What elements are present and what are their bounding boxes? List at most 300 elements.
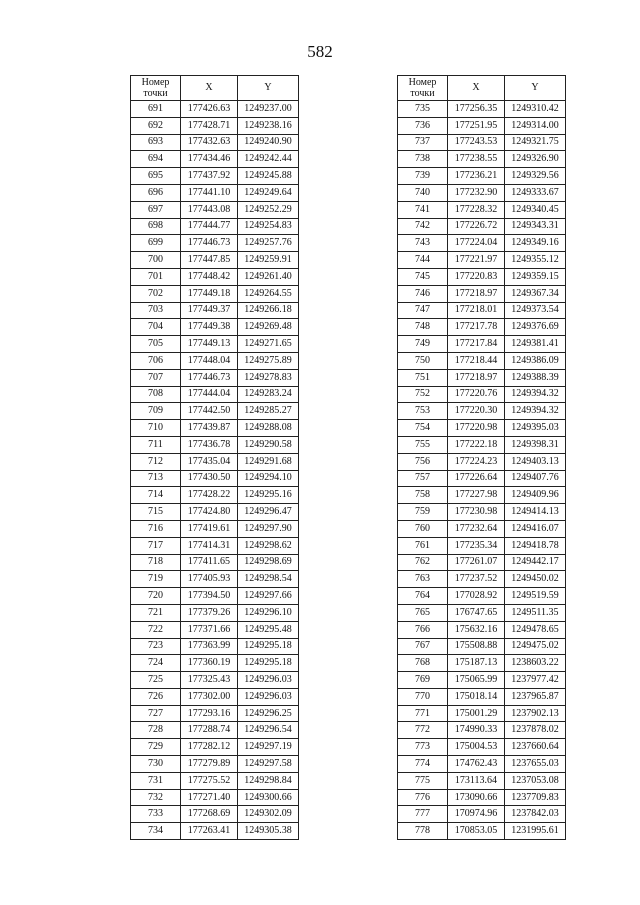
- point-number-cell: 753: [398, 403, 448, 420]
- x-coordinate-cell: 177443.08: [181, 201, 238, 218]
- table-row: [398, 302, 566, 319]
- table-row: [131, 403, 299, 420]
- point-number-cell: 765: [398, 604, 448, 621]
- point-number-cell: 750: [398, 352, 448, 369]
- x-coordinate-cell: 177449.38: [181, 319, 238, 336]
- point-number-cell: 736: [398, 117, 448, 134]
- table-row: [131, 487, 299, 504]
- point-number-cell: 741: [398, 201, 448, 218]
- table-row: [398, 168, 566, 185]
- x-coordinate-cell: 177237.52: [448, 571, 505, 588]
- x-coordinate-cell: 177243.53: [448, 134, 505, 151]
- y-coordinate-cell: 1249310.42: [505, 101, 566, 118]
- y-coordinate-cell: 1249295.18: [238, 655, 299, 672]
- x-coordinate-cell: 177217.78: [448, 319, 505, 336]
- table-row: [398, 789, 566, 806]
- table-row: [131, 470, 299, 487]
- y-coordinate-cell: 1249298.69: [238, 554, 299, 571]
- x-coordinate-cell: 177218.01: [448, 302, 505, 319]
- x-coordinate-cell: 177220.76: [448, 386, 505, 403]
- point-number-cell: 698: [131, 218, 181, 235]
- table-row: [131, 386, 299, 403]
- point-number-cell: 693: [131, 134, 181, 151]
- y-coordinate-cell: 1249297.66: [238, 588, 299, 605]
- point-number-cell: 755: [398, 436, 448, 453]
- y-coordinate-cell: 1249333.67: [505, 184, 566, 201]
- point-number-cell: 734: [131, 823, 181, 840]
- table-row: [398, 772, 566, 789]
- table-row: [131, 655, 299, 672]
- y-coordinate-cell: 1249297.58: [238, 756, 299, 773]
- point-number-cell: 778: [398, 823, 448, 840]
- point-number-cell: 694: [131, 151, 181, 168]
- point-number-cell: 766: [398, 621, 448, 638]
- y-coordinate-cell: 1249296.25: [238, 705, 299, 722]
- x-coordinate-cell: 177261.07: [448, 554, 505, 571]
- x-coordinate-cell: 177441.10: [181, 184, 238, 201]
- x-coordinate-cell: 177394.50: [181, 588, 238, 605]
- table-row: [398, 218, 566, 235]
- y-coordinate-cell: 1237902.13: [505, 705, 566, 722]
- y-coordinate-cell: 1249261.40: [238, 268, 299, 285]
- table-row: [131, 621, 299, 638]
- point-number-cell: 731: [131, 772, 181, 789]
- point-number-cell: 695: [131, 168, 181, 185]
- y-coordinate-cell: 1237053.08: [505, 772, 566, 789]
- x-coordinate-cell: 177256.35: [448, 101, 505, 118]
- table-row: [398, 638, 566, 655]
- point-number-cell: 705: [131, 336, 181, 353]
- x-coordinate-cell: 177448.04: [181, 352, 238, 369]
- table-row: [398, 235, 566, 252]
- y-coordinate-cell: 1249329.56: [505, 168, 566, 185]
- x-coordinate-cell: 177448.42: [181, 268, 238, 285]
- x-coordinate-cell: 177360.19: [181, 655, 238, 672]
- point-number-cell: 719: [131, 571, 181, 588]
- x-coordinate-cell: 177236.21: [448, 168, 505, 185]
- point-number-cell: 746: [398, 285, 448, 302]
- table-row: [398, 504, 566, 521]
- x-coordinate-cell: 177363.99: [181, 638, 238, 655]
- table-row: [398, 151, 566, 168]
- y-coordinate-cell: 1249238.16: [238, 117, 299, 134]
- table-row: [398, 436, 566, 453]
- x-coordinate-cell: 177218.44: [448, 352, 505, 369]
- table-row: [398, 588, 566, 605]
- table-row: [131, 739, 299, 756]
- y-coordinate-cell: 1249295.18: [238, 638, 299, 655]
- table-row: [398, 268, 566, 285]
- y-coordinate-cell: 1249278.83: [238, 369, 299, 386]
- x-coordinate-cell: 177268.69: [181, 806, 238, 823]
- y-coordinate-cell: 1249395.03: [505, 420, 566, 437]
- y-coordinate-cell: 1249285.27: [238, 403, 299, 420]
- x-coordinate-cell: 177222.18: [448, 436, 505, 453]
- y-coordinate-cell: 1249297.90: [238, 520, 299, 537]
- y-coordinate-cell: 1249519.59: [505, 588, 566, 605]
- point-number-cell: 742: [398, 218, 448, 235]
- table-row: [398, 453, 566, 470]
- y-coordinate-cell: 1249340.45: [505, 201, 566, 218]
- table-row: [398, 420, 566, 437]
- point-number-cell: 691: [131, 101, 181, 118]
- x-coordinate-cell: 173113.64: [448, 772, 505, 789]
- table-row: [398, 756, 566, 773]
- table-row: [131, 252, 299, 269]
- table-row: [398, 487, 566, 504]
- table-row: [131, 319, 299, 336]
- y-coordinate-cell: 1249249.64: [238, 184, 299, 201]
- x-coordinate-cell: 177434.46: [181, 151, 238, 168]
- x-coordinate-cell: 170974.96: [448, 806, 505, 823]
- table-row: [398, 604, 566, 621]
- y-coordinate-cell: 1249394.32: [505, 386, 566, 403]
- point-number-cell: 772: [398, 722, 448, 739]
- x-coordinate-cell: 177430.50: [181, 470, 238, 487]
- table-row: [131, 336, 299, 353]
- table-row: [131, 218, 299, 235]
- point-number-cell: 714: [131, 487, 181, 504]
- x-coordinate-cell: 177221.97: [448, 252, 505, 269]
- table-row: [131, 806, 299, 823]
- table-row: [131, 772, 299, 789]
- point-number-cell: 747: [398, 302, 448, 319]
- point-number-cell: 756: [398, 453, 448, 470]
- x-coordinate-cell: 177263.41: [181, 823, 238, 840]
- table-row: [398, 705, 566, 722]
- point-number-cell: 730: [131, 756, 181, 773]
- x-coordinate-cell: 177226.72: [448, 218, 505, 235]
- x-coordinate-cell: 174762.43: [448, 756, 505, 773]
- point-number-cell: 725: [131, 672, 181, 689]
- table-row: [398, 285, 566, 302]
- x-coordinate-cell: 175187.13: [448, 655, 505, 672]
- y-coordinate-cell: 1249240.90: [238, 134, 299, 151]
- point-number-cell: 707: [131, 369, 181, 386]
- y-coordinate-cell: 1249269.48: [238, 319, 299, 336]
- table-row: [398, 823, 566, 840]
- x-coordinate-cell: 177282.12: [181, 739, 238, 756]
- point-number-cell: 711: [131, 436, 181, 453]
- header-line-2: точки: [143, 88, 168, 99]
- point-number-cell: 758: [398, 487, 448, 504]
- point-number-cell: 717: [131, 537, 181, 554]
- y-coordinate-cell: 1249266.18: [238, 302, 299, 319]
- y-coordinate-cell: 1249398.31: [505, 436, 566, 453]
- x-coordinate-cell: 177226.64: [448, 470, 505, 487]
- y-coordinate-cell: 1237655.03: [505, 756, 566, 773]
- table-row: [398, 520, 566, 537]
- point-number-cell: 706: [131, 352, 181, 369]
- y-coordinate-cell: 1249295.48: [238, 621, 299, 638]
- table-row: [131, 369, 299, 386]
- page-number: 582: [307, 42, 333, 61]
- point-number-cell: 710: [131, 420, 181, 437]
- table-row: [131, 722, 299, 739]
- y-coordinate-cell: 1249349.16: [505, 235, 566, 252]
- x-coordinate-cell: 177419.61: [181, 520, 238, 537]
- y-coordinate-cell: 1249298.62: [238, 537, 299, 554]
- table-row: [398, 319, 566, 336]
- x-coordinate-cell: 177371.66: [181, 621, 238, 638]
- y-coordinate-cell: 1249264.55: [238, 285, 299, 302]
- column-header-x: X: [181, 76, 238, 101]
- table-row: [131, 688, 299, 705]
- table-row: [131, 168, 299, 185]
- y-coordinate-cell: 1249257.76: [238, 235, 299, 252]
- x-coordinate-cell: 177232.90: [448, 184, 505, 201]
- table-row: [398, 184, 566, 201]
- table-row: [398, 806, 566, 823]
- y-coordinate-cell: 1249442.17: [505, 554, 566, 571]
- x-coordinate-cell: 177428.22: [181, 487, 238, 504]
- point-number-cell: 740: [398, 184, 448, 201]
- point-number-cell: 722: [131, 621, 181, 638]
- y-coordinate-cell: 1237842.03: [505, 806, 566, 823]
- x-coordinate-cell: 177220.30: [448, 403, 505, 420]
- table-row: [398, 739, 566, 756]
- x-coordinate-cell: 177428.71: [181, 117, 238, 134]
- table-row: [131, 789, 299, 806]
- table-row: [398, 369, 566, 386]
- x-coordinate-cell: 177227.98: [448, 487, 505, 504]
- table-row: [131, 151, 299, 168]
- x-coordinate-cell: 177238.55: [448, 151, 505, 168]
- table-row: [398, 403, 566, 420]
- y-coordinate-cell: 1249242.44: [238, 151, 299, 168]
- y-coordinate-cell: 1249254.83: [238, 218, 299, 235]
- point-number-cell: 743: [398, 235, 448, 252]
- point-number-cell: 749: [398, 336, 448, 353]
- point-number-cell: 700: [131, 252, 181, 269]
- point-number-cell: 767: [398, 638, 448, 655]
- y-coordinate-cell: 1249237.00: [238, 101, 299, 118]
- x-coordinate-cell: 177325.43: [181, 672, 238, 689]
- table-row: [131, 756, 299, 773]
- point-number-cell: 699: [131, 235, 181, 252]
- y-coordinate-cell: 1249296.47: [238, 504, 299, 521]
- y-coordinate-cell: 1249296.10: [238, 604, 299, 621]
- point-number-cell: 702: [131, 285, 181, 302]
- x-coordinate-cell: 175004.53: [448, 739, 505, 756]
- point-number-cell: 768: [398, 655, 448, 672]
- point-number-cell: 720: [131, 588, 181, 605]
- y-coordinate-cell: 1249355.12: [505, 252, 566, 269]
- x-coordinate-cell: 175018.14: [448, 688, 505, 705]
- point-number-cell: 739: [398, 168, 448, 185]
- y-coordinate-cell: 1237965.87: [505, 688, 566, 705]
- y-coordinate-cell: 1249343.31: [505, 218, 566, 235]
- table-header-row: [398, 76, 566, 101]
- x-coordinate-cell: 177224.04: [448, 235, 505, 252]
- x-coordinate-cell: 177028.92: [448, 588, 505, 605]
- table-row: [398, 134, 566, 151]
- table-row: [131, 101, 299, 118]
- table-row: [131, 352, 299, 369]
- point-number-cell: 774: [398, 756, 448, 773]
- x-coordinate-cell: 177220.98: [448, 420, 505, 437]
- table-row: [131, 672, 299, 689]
- x-coordinate-cell: 175632.16: [448, 621, 505, 638]
- x-coordinate-cell: 175065.99: [448, 672, 505, 689]
- point-number-cell: 771: [398, 705, 448, 722]
- coordinates-table-left: [130, 75, 299, 840]
- y-coordinate-cell: 1249511.35: [505, 604, 566, 621]
- point-number-cell: 776: [398, 789, 448, 806]
- y-coordinate-cell: 1249409.96: [505, 487, 566, 504]
- column-header-x: X: [448, 76, 505, 101]
- x-coordinate-cell: 177444.77: [181, 218, 238, 235]
- table-row: [398, 352, 566, 369]
- x-coordinate-cell: 177224.23: [448, 453, 505, 470]
- point-number-cell: 727: [131, 705, 181, 722]
- x-coordinate-cell: 177444.04: [181, 386, 238, 403]
- x-coordinate-cell: 177279.89: [181, 756, 238, 773]
- y-coordinate-cell: 1249290.58: [238, 436, 299, 453]
- point-number-cell: 763: [398, 571, 448, 588]
- point-number-cell: 703: [131, 302, 181, 319]
- header-line-1: Номер: [408, 77, 437, 88]
- point-number-cell: 735: [398, 101, 448, 118]
- table-row: [131, 537, 299, 554]
- x-coordinate-cell: 175508.88: [448, 638, 505, 655]
- table-row: [131, 285, 299, 302]
- x-coordinate-cell: 177235.34: [448, 537, 505, 554]
- y-coordinate-cell: 1249294.10: [238, 470, 299, 487]
- table-header-row: [131, 76, 299, 101]
- y-coordinate-cell: 1249321.75: [505, 134, 566, 151]
- table-row: [398, 386, 566, 403]
- point-number-cell: 726: [131, 688, 181, 705]
- x-coordinate-cell: 177411.65: [181, 554, 238, 571]
- x-coordinate-cell: 177275.52: [181, 772, 238, 789]
- point-number-cell: 724: [131, 655, 181, 672]
- point-number-cell: 715: [131, 504, 181, 521]
- point-number-cell: 723: [131, 638, 181, 655]
- point-number-cell: 761: [398, 537, 448, 554]
- y-coordinate-cell: 1249275.89: [238, 352, 299, 369]
- x-coordinate-cell: 174990.33: [448, 722, 505, 739]
- column-header-y: Y: [505, 76, 566, 101]
- table-row: [398, 571, 566, 588]
- table-row: [398, 336, 566, 353]
- point-number-cell: 709: [131, 403, 181, 420]
- table-row: [131, 201, 299, 218]
- x-coordinate-cell: 175001.29: [448, 705, 505, 722]
- table-row: [131, 453, 299, 470]
- y-coordinate-cell: 1249359.15: [505, 268, 566, 285]
- y-coordinate-cell: 1249450.02: [505, 571, 566, 588]
- point-number-cell: 704: [131, 319, 181, 336]
- table-row: [131, 184, 299, 201]
- x-coordinate-cell: 177436.78: [181, 436, 238, 453]
- point-number-cell: 721: [131, 604, 181, 621]
- point-number-cell: 708: [131, 386, 181, 403]
- point-number-cell: 716: [131, 520, 181, 537]
- y-coordinate-cell: 1231995.61: [505, 823, 566, 840]
- point-number-cell: 775: [398, 772, 448, 789]
- x-coordinate-cell: 177446.73: [181, 369, 238, 386]
- y-coordinate-cell: 1237660.64: [505, 739, 566, 756]
- table-row: [398, 117, 566, 134]
- table-row: [398, 655, 566, 672]
- point-number-cell: 697: [131, 201, 181, 218]
- point-number-cell: 718: [131, 554, 181, 571]
- point-number-cell: 737: [398, 134, 448, 151]
- y-coordinate-cell: 1249376.69: [505, 319, 566, 336]
- x-coordinate-cell: 177271.40: [181, 789, 238, 806]
- column-header-point-number: [131, 76, 181, 101]
- table-row: [131, 302, 299, 319]
- y-coordinate-cell: 1249271.65: [238, 336, 299, 353]
- column-header-point-number: [398, 76, 448, 101]
- x-coordinate-cell: 177426.63: [181, 101, 238, 118]
- point-number-cell: 696: [131, 184, 181, 201]
- x-coordinate-cell: 177446.73: [181, 235, 238, 252]
- y-coordinate-cell: 1249381.41: [505, 336, 566, 353]
- x-coordinate-cell: 177379.26: [181, 604, 238, 621]
- y-coordinate-cell: 1238603.22: [505, 655, 566, 672]
- x-coordinate-cell: 177447.85: [181, 252, 238, 269]
- x-coordinate-cell: 170853.05: [448, 823, 505, 840]
- y-coordinate-cell: 1249259.91: [238, 252, 299, 269]
- y-coordinate-cell: 1249394.32: [505, 403, 566, 420]
- table-row: [131, 588, 299, 605]
- x-coordinate-cell: 177449.18: [181, 285, 238, 302]
- table-row: [398, 537, 566, 554]
- point-number-cell: 733: [131, 806, 181, 823]
- point-number-cell: 773: [398, 739, 448, 756]
- x-coordinate-cell: 177442.50: [181, 403, 238, 420]
- x-coordinate-cell: 177424.80: [181, 504, 238, 521]
- table-row: [131, 604, 299, 621]
- y-coordinate-cell: 1249388.39: [505, 369, 566, 386]
- point-number-cell: 701: [131, 268, 181, 285]
- table-row: [131, 554, 299, 571]
- table-row: [398, 252, 566, 269]
- point-number-cell: 732: [131, 789, 181, 806]
- y-coordinate-cell: 1249367.34: [505, 285, 566, 302]
- table-row: [131, 571, 299, 588]
- table-row: [398, 470, 566, 487]
- x-coordinate-cell: 177293.16: [181, 705, 238, 722]
- x-coordinate-cell: 177232.64: [448, 520, 505, 537]
- y-coordinate-cell: 1249295.16: [238, 487, 299, 504]
- point-number-cell: 713: [131, 470, 181, 487]
- table-row: [398, 672, 566, 689]
- point-number-cell: 748: [398, 319, 448, 336]
- y-coordinate-cell: 1249326.90: [505, 151, 566, 168]
- table-row: [131, 268, 299, 285]
- point-number-cell: 762: [398, 554, 448, 571]
- header-line-1: Номер: [141, 77, 170, 88]
- y-coordinate-cell: 1249300.66: [238, 789, 299, 806]
- point-number-cell: 738: [398, 151, 448, 168]
- table-row: [398, 621, 566, 638]
- x-coordinate-cell: 177230.98: [448, 504, 505, 521]
- x-coordinate-cell: 177228.32: [448, 201, 505, 218]
- x-coordinate-cell: 177251.95: [448, 117, 505, 134]
- table-row: [131, 705, 299, 722]
- point-number-cell: 757: [398, 470, 448, 487]
- y-coordinate-cell: 1249252.29: [238, 201, 299, 218]
- y-coordinate-cell: 1237878.02: [505, 722, 566, 739]
- x-coordinate-cell: 177218.97: [448, 285, 505, 302]
- y-coordinate-cell: 1249418.78: [505, 537, 566, 554]
- point-number-cell: 729: [131, 739, 181, 756]
- table-row: [131, 235, 299, 252]
- x-coordinate-cell: 177435.04: [181, 453, 238, 470]
